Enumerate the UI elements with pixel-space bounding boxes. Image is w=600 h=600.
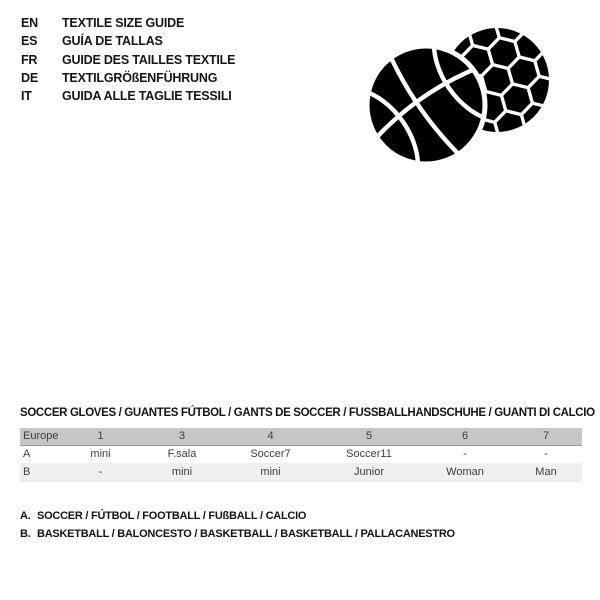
language-code: EN	[21, 16, 38, 30]
size-table	[20, 428, 582, 482]
size-guide-title: SOCCER GLOVES / GUANTES FÚTBOL / GANTS DE SOCCER / FUSSBALLHANDSCHUHE / GUANTI DI CALCIO	[20, 407, 595, 419]
row-label: B	[23, 465, 31, 478]
list-item	[21, 14, 235, 32]
row-label: A	[23, 448, 31, 461]
language-code: IT	[21, 89, 32, 104]
sports-balls-graphic	[355, 5, 555, 190]
table-cell: -	[544, 448, 548, 461]
table-row	[20, 463, 582, 481]
language-size-guide-list	[21, 14, 235, 105]
table-cell: Soccer11	[346, 448, 392, 461]
table-cell: Soccer7	[250, 448, 291, 461]
table-header-row	[20, 428, 582, 445]
table-header-cell: 5	[365, 430, 373, 443]
language-label: GUÍA DE TALLAS	[62, 34, 163, 49]
footnote-a	[20, 508, 455, 526]
table-row	[20, 445, 582, 463]
table-header-cell: 7	[542, 430, 550, 443]
footnote-b	[20, 526, 455, 544]
table-cell: Woman	[446, 465, 484, 478]
language-label: GUIDA ALLE TAGLIE TESSILI	[62, 89, 232, 104]
language-label: TEXTILGRÖßENFÜHRUNG	[62, 70, 218, 85]
footnotes	[20, 508, 455, 543]
table-cell: F.sala	[167, 448, 197, 461]
table-header-cell: Europe	[23, 430, 59, 443]
table-cell: -	[98, 465, 103, 478]
language-label: GUIDE DES TAILLES TEXTILE	[62, 52, 236, 67]
footnote-text: SOCCER / FÚTBOL / FOOTBALL / FUßBALL / CALCIO	[37, 510, 307, 522]
list-item	[21, 51, 235, 69]
language-code: ES	[21, 34, 38, 49]
list-item	[21, 87, 235, 105]
table-cell: mini	[171, 465, 193, 478]
list-item	[21, 32, 235, 50]
size-guide-section	[20, 407, 595, 482]
table-cell: Junior	[354, 465, 384, 478]
table-cell: mini	[260, 465, 281, 478]
table-cell: mini	[90, 448, 111, 461]
table-header-cell: 3	[178, 430, 186, 443]
footnote-text: BASKETBALL / BALONCESTO / BASKETBALL / BASKETBALL / PALLACANESTRO	[37, 527, 455, 540]
table-header-cell: 1	[97, 430, 104, 443]
table-cell: Man	[535, 465, 557, 478]
table-header-cell: 4	[267, 430, 274, 443]
table-header-cell: 6	[461, 430, 469, 443]
language-code: DE	[21, 70, 38, 85]
footnote-label: B.	[20, 527, 31, 540]
list-item	[21, 69, 235, 87]
footnote-label: A.	[20, 510, 31, 522]
language-code: FR	[21, 52, 38, 67]
language-label: TEXTILE SIZE GUIDE	[62, 16, 185, 30]
table-cell: -	[463, 448, 467, 461]
